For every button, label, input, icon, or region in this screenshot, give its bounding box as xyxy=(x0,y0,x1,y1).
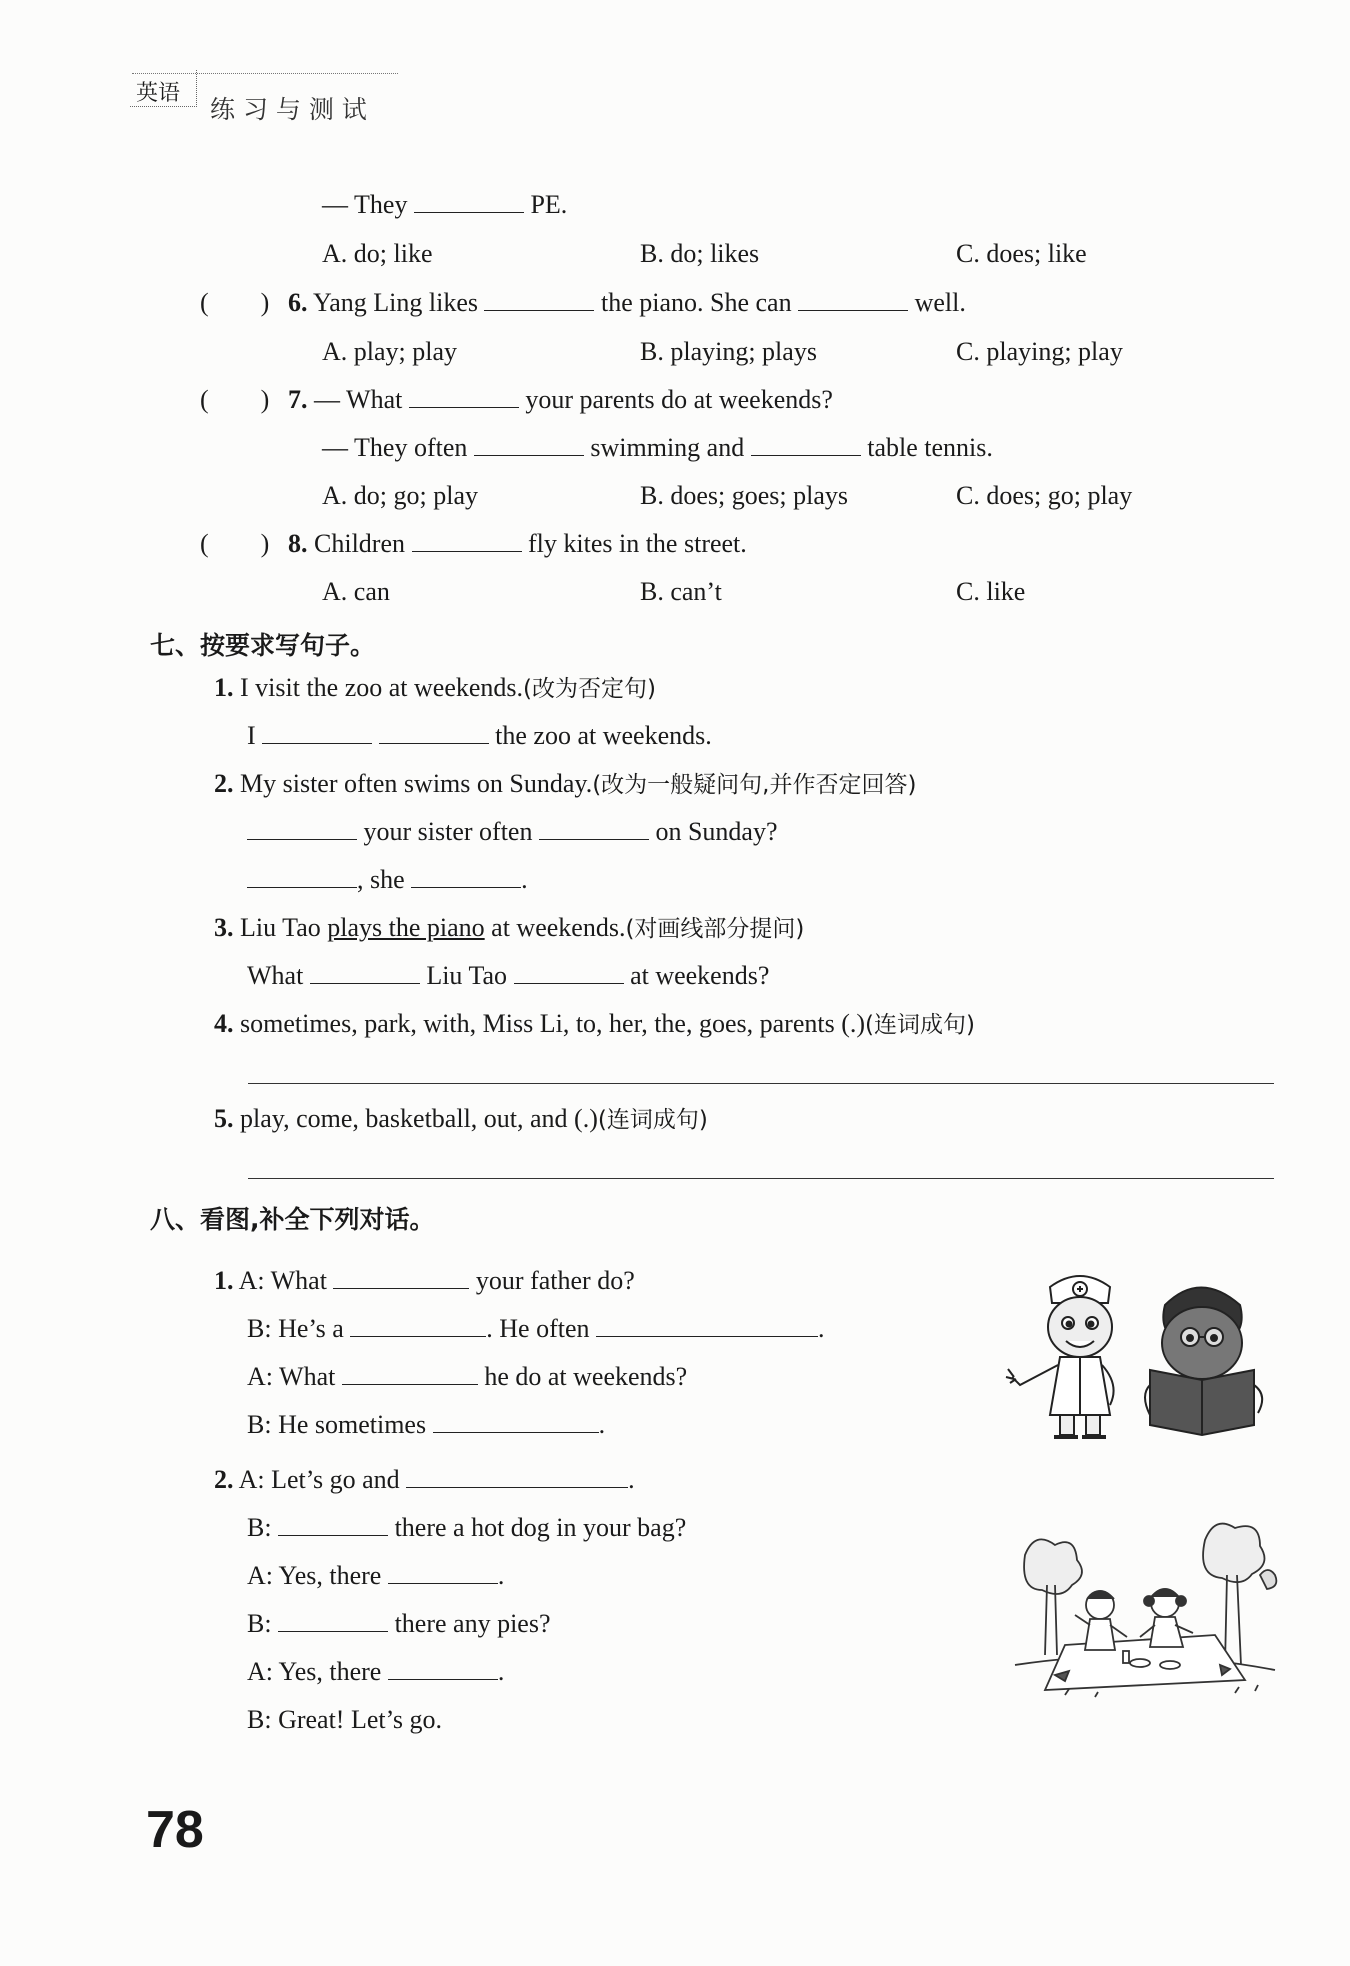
d2-blank-1[interactable] xyxy=(406,1465,628,1488)
d2-line-5: A: Yes, there . xyxy=(247,1657,505,1686)
s7-q3-answer: What Liu Tao at weekends? xyxy=(247,961,770,990)
q7-answer-paren[interactable]: ( ) xyxy=(200,385,270,414)
s7-q2-answer-2: , she . xyxy=(247,865,528,895)
q7-option-c: C. does; go; play xyxy=(956,481,1133,510)
q6-option-a: A. play; play xyxy=(322,337,458,366)
q5-option-c: C. does; like xyxy=(956,239,1087,268)
s7-q1-blank-1[interactable] xyxy=(262,721,372,744)
d1-line-4: B: He sometimes . xyxy=(247,1410,606,1439)
s7-q2-blank-1[interactable] xyxy=(247,817,357,840)
s7-q1-blank-2[interactable] xyxy=(379,721,489,744)
s7-q3-blank-1[interactable] xyxy=(310,961,420,984)
s7-q2-blank-2[interactable] xyxy=(539,817,649,840)
q7-blank-1[interactable] xyxy=(409,385,519,408)
s7-q2-blank-4[interactable] xyxy=(411,865,521,888)
q6-answer-paren[interactable]: ( ) xyxy=(200,288,270,317)
q6-option-c: C. playing; play xyxy=(956,337,1123,366)
q7-blank-2[interactable] xyxy=(474,433,584,456)
d2-line-1: 2. A: Let’s go and . xyxy=(214,1465,635,1494)
doctor-and-reader-illustration xyxy=(1000,1265,1280,1445)
s7-q1-answer: I the zoo at weekends. xyxy=(247,721,712,750)
d1-line-3: A: What he do at weekends? xyxy=(247,1362,688,1391)
d2-line-6: B: Great! Let’s go. xyxy=(247,1705,442,1734)
q8-stem: 8. Children fly kites in the street. xyxy=(288,529,747,558)
q8-option-c: C. like xyxy=(956,577,1026,606)
section-7-title: 七、按要求写句子。 xyxy=(150,631,376,660)
header-rule xyxy=(132,73,398,74)
d1-line-1: 1. A: What your father do? xyxy=(214,1266,635,1295)
d2-blank-2[interactable] xyxy=(278,1513,388,1536)
d2-blank-5[interactable] xyxy=(388,1657,498,1680)
d2-line-3: A: Yes, there . xyxy=(247,1561,505,1590)
q8-answer-paren[interactable]: ( ) xyxy=(200,529,270,558)
s7-q4: 4. sometimes, park, with, Miss Li, to, her, the, goes, parents (.)(连词成句) xyxy=(214,1009,975,1038)
s7-q5: 5. play, come, basketball, out, and (.)(连词成句) xyxy=(214,1104,708,1133)
s7-q4-answer-line[interactable] xyxy=(248,1083,1274,1084)
q8-blank[interactable] xyxy=(412,529,522,552)
picnic-illustration xyxy=(1005,1515,1280,1705)
header-subject: 英语 xyxy=(136,81,181,106)
q6-stem: 6. Yang Ling likes the piano. She can well. xyxy=(288,288,966,317)
q5-option-b: B. do; likes xyxy=(640,239,760,268)
d1-blank-5[interactable] xyxy=(433,1410,599,1433)
underlined-phrase: plays the piano xyxy=(327,913,485,942)
q6-blank-2[interactable] xyxy=(798,288,908,311)
d2-line-4: B: there any pies? xyxy=(247,1609,551,1638)
q5-line2: — They PE. xyxy=(322,190,568,219)
q7-stem: 7. — What your parents do at weekends? xyxy=(288,385,833,414)
q5-blank[interactable] xyxy=(414,190,524,213)
d1-blank-3[interactable] xyxy=(596,1314,818,1337)
q5-option-a: A. do; like xyxy=(322,239,433,268)
q7-option-b: B. does; goes; plays xyxy=(640,481,848,510)
s7-q2-answer-1: your sister often on Sunday? xyxy=(247,817,778,847)
d2-line-2: B: there a hot dog in your bag? xyxy=(247,1513,687,1542)
d2-blank-3[interactable] xyxy=(388,1561,498,1584)
d1-blank-1[interactable] xyxy=(333,1266,469,1289)
section-8-title: 八、看图,补全下列对话。 xyxy=(150,1205,435,1234)
d1-blank-2[interactable] xyxy=(350,1314,486,1337)
q8-option-a: A. can xyxy=(322,577,390,606)
header-book-title: 练 习 与 测 试 xyxy=(210,95,367,124)
q7-option-a: A. do; go; play xyxy=(322,481,478,510)
s7-q2-blank-3[interactable] xyxy=(247,865,357,888)
s7-q5-answer-line[interactable] xyxy=(248,1178,1274,1179)
q7-blank-3[interactable] xyxy=(751,433,861,456)
q8-option-b: B. can’t xyxy=(640,577,722,606)
d1-blank-4[interactable] xyxy=(342,1362,478,1385)
s7-q2: 2. My sister often swims on Sunday.(改为一般疑问句,并作否定回答) xyxy=(214,769,917,798)
s7-q1: 1. I visit the zoo at weekends.(改为否定句) xyxy=(214,673,656,702)
d1-line-2: B: He’s a . He often . xyxy=(247,1314,825,1343)
q7-line2: — They often swimming and table tennis. xyxy=(322,433,993,462)
d2-blank-4[interactable] xyxy=(278,1609,388,1632)
page-number: 78 xyxy=(146,1801,204,1859)
s7-q3-blank-2[interactable] xyxy=(514,961,624,984)
q6-option-b: B. playing; plays xyxy=(640,337,817,366)
q6-blank-1[interactable] xyxy=(484,288,594,311)
s7-q3: 3. Liu Tao plays the piano at weekends.(对画线部分提问) xyxy=(214,913,805,942)
